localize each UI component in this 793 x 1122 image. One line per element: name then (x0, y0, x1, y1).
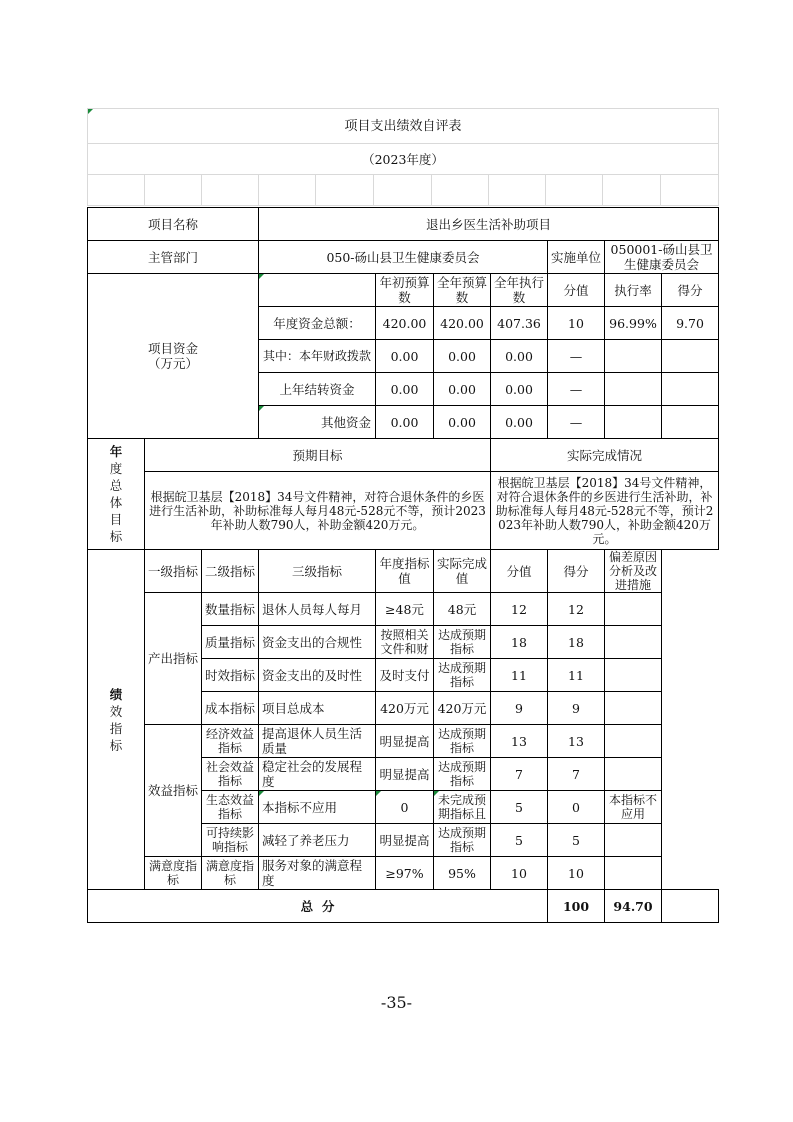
indicator-l3: 减轻了养老压力 (259, 824, 376, 857)
project-name-label: 项目名称 (88, 208, 259, 241)
indicator-l2: 生态效益指标 (202, 791, 259, 824)
indicator-l3: 服务对象的满意程度 (259, 857, 376, 890)
funds-cell: 10 (548, 307, 605, 340)
indicator-header: 年度指标值 (376, 550, 434, 593)
indicator-note: 本指标不应用 (605, 791, 662, 824)
indicator-actual: 420万元 (434, 692, 491, 725)
indicator-l3: 资金支出的及时性 (259, 659, 376, 692)
funds-header: 年初预算数 (376, 274, 434, 307)
funds-cell: 0.00 (491, 406, 548, 439)
goals-label-rest: 度 总 体 目 标 (109, 461, 123, 544)
indicator-value: 9 (491, 692, 548, 725)
funds-group-label (88, 274, 259, 439)
indicator-score: 10 (548, 857, 605, 890)
funds-cell: 0.00 (491, 340, 548, 373)
funds-cell: — (548, 406, 605, 439)
indicator-target: ≥97% (376, 857, 434, 890)
total-score: 94.70 (605, 890, 662, 923)
indicator-note (605, 857, 662, 890)
indicator-score: 18 (548, 626, 605, 659)
indicator-score: 7 (548, 758, 605, 791)
indicator-score: 0 (548, 791, 605, 824)
indicator-score: 13 (548, 725, 605, 758)
indicator-score: 12 (548, 593, 605, 626)
funds-cell: 0.00 (491, 373, 548, 406)
page-number: -35- (380, 993, 413, 1012)
indicator-value: 13 (491, 725, 548, 758)
indicator-target: 明显提高 (376, 824, 434, 857)
indicator-actual: 达成预期指标 (434, 725, 491, 758)
funds-label-line1: 项目资金 (147, 341, 198, 356)
dept-value: 050-砀山县卫生健康委员会 (259, 241, 548, 274)
indicator-l2: 时效指标 (202, 659, 259, 692)
form-title: 项目支出绩效自评表 (88, 109, 719, 144)
indicator-header: 二级指标 (202, 550, 259, 593)
funds-header: 全年预算数 (434, 274, 491, 307)
indicator-l3: 本指标不应用 (259, 791, 376, 824)
indicator-target: 明显提高 (376, 758, 434, 791)
indicators-label-rest: 效 指 标 (109, 703, 123, 753)
indicator-header: 实际完成值 (434, 550, 491, 593)
total-label: 总 分 (88, 890, 548, 923)
indicator-actual: 达成预期指标 (434, 758, 491, 791)
indicator-value: 10 (491, 857, 548, 890)
funds-cell (662, 373, 719, 406)
funds-cell: 9.70 (662, 307, 719, 340)
expected-goal-text: 根据皖卫基层【2018】34号文件精神，对符合退休条件的乡医进行生活补助，补助标准每人每月48元-528元不等，预计2023年补助人数790人，补助金额420万元。 (145, 472, 491, 550)
funds-cell: 0.00 (376, 406, 434, 439)
indicator-l2: 质量指标 (202, 626, 259, 659)
goals-label-char: 年 (109, 444, 123, 459)
indicator-value: 5 (491, 791, 548, 824)
funds-cell: 407.36 (491, 307, 548, 340)
grid-cell (316, 175, 374, 206)
indicator-actual: 达成预期指标 (434, 824, 491, 857)
impl-label: 实施单位 (548, 241, 605, 274)
funds-header: 全年执行数 (491, 274, 548, 307)
funds-cell (662, 340, 719, 373)
form-year: （2023年度） (88, 144, 719, 175)
indicator-l2: 社会效益指标 (202, 758, 259, 791)
indicator-value: 7 (491, 758, 548, 791)
indicator-l3: 资金支出的合规性 (259, 626, 376, 659)
funds-row-label: 年度资金总额： (259, 307, 376, 340)
indicator-l2: 满意度指标 (202, 857, 259, 890)
indicator-score: 5 (548, 824, 605, 857)
actual-goal-label: 实际完成情况 (491, 439, 719, 472)
indicator-header: 一级指标 (145, 550, 202, 593)
funds-row-label: 上年结转资金 (259, 373, 376, 406)
indicator-l3: 退休人员每人每月 (259, 593, 376, 626)
indicator-header: 三级指标 (259, 550, 376, 593)
grid-cell (432, 175, 489, 206)
indicator-actual: 未完成预期指标且 (434, 791, 491, 824)
dept-label: 主管部门 (88, 241, 259, 274)
funds-cell: 420.00 (376, 307, 434, 340)
funds-cell (605, 373, 662, 406)
title-grid (87, 108, 719, 206)
funds-cell: 0.00 (434, 373, 491, 406)
indicator-score: 9 (548, 692, 605, 725)
indicator-target: 420万元 (376, 692, 434, 725)
indicator-l3: 提高退休人员生活质量 (259, 725, 376, 758)
project-name: 退出乡医生活补助项目 (259, 208, 719, 241)
indicator-note (605, 824, 662, 857)
funds-cell: — (548, 340, 605, 373)
funds-cell (662, 406, 719, 439)
total-value: 100 (548, 890, 605, 923)
indicators-label-char: 绩 (109, 686, 123, 702)
funds-header: 执行率 (605, 274, 662, 307)
evaluation-table (87, 207, 719, 923)
indicator-target: 及时支付 (376, 659, 434, 692)
grid-cell (259, 175, 316, 206)
level1-output: 产出指标 (145, 593, 202, 725)
funds-header: 得分 (662, 274, 719, 307)
funds-row-label: 其中：本年财政拨款 (259, 340, 376, 373)
funds-label-line2: （万元） (147, 356, 198, 371)
funds-header-blank (259, 274, 376, 307)
indicator-l2: 数量指标 (202, 593, 259, 626)
total-blank (662, 890, 719, 923)
funds-cell: 420.00 (434, 307, 491, 340)
indicator-actual: 达成预期指标 (434, 626, 491, 659)
indicator-actual: 95% (434, 857, 491, 890)
indicator-target: ≥48元 (376, 593, 434, 626)
funds-row-label: 其他资金 (259, 406, 376, 439)
funds-cell: 96.99% (605, 307, 662, 340)
indicator-note (605, 626, 662, 659)
funds-cell (605, 406, 662, 439)
indicator-value: 12 (491, 593, 548, 626)
funds-cell: 0.00 (434, 406, 491, 439)
indicator-header: 得分 (548, 550, 605, 593)
indicators-section-label (88, 550, 145, 890)
funds-cell: 0.00 (376, 373, 434, 406)
indicator-l2: 经济效益指标 (202, 725, 259, 758)
indicator-header: 偏差原因分析及改进措施 (605, 550, 662, 593)
indicator-target: 明显提高 (376, 725, 434, 758)
impl-value: 050001-砀山县卫生健康委员会 (605, 241, 719, 274)
funds-cell: — (548, 373, 605, 406)
indicator-l2: 成本指标 (202, 692, 259, 725)
indicator-note (605, 725, 662, 758)
indicator-actual: 48元 (434, 593, 491, 626)
grid-cell (88, 175, 145, 206)
grid-cell (661, 175, 719, 206)
indicator-target: 按照相关文件和财 (376, 626, 434, 659)
goals-section-label (88, 439, 145, 550)
indicator-value: 11 (491, 659, 548, 692)
funds-cell: 0.00 (376, 340, 434, 373)
indicator-score: 11 (548, 659, 605, 692)
indicator-l2: 可持续影响指标 (202, 824, 259, 857)
funds-cell (605, 340, 662, 373)
actual-goal-text: 根据皖卫基层【2018】34号文件精神，对符合退休条件的乡医进行生活补助，补助标准每人每月48元-528元不等，预计2023年补助人数790人，补助金额420万元。 (491, 472, 719, 550)
funds-cell: 0.00 (434, 340, 491, 373)
grid-cell (546, 175, 603, 206)
indicator-target: 0 (376, 791, 434, 824)
grid-cell (374, 175, 432, 206)
level1-satisfaction: 满意度指标 (145, 857, 202, 890)
indicator-l3: 稳定社会的发展程度 (259, 758, 376, 791)
indicator-l3: 项目总成本 (259, 692, 376, 725)
indicator-note (605, 593, 662, 626)
grid-cell (489, 175, 546, 206)
indicator-note (605, 659, 662, 692)
indicator-value: 18 (491, 626, 548, 659)
indicator-note (605, 692, 662, 725)
grid-cell (603, 175, 661, 206)
indicator-note (605, 758, 662, 791)
indicator-header: 分值 (491, 550, 548, 593)
indicator-actual: 达成预期指标 (434, 659, 491, 692)
funds-header: 分值 (548, 274, 605, 307)
indicator-value: 5 (491, 824, 548, 857)
grid-cell (202, 175, 259, 206)
grid-cell (145, 175, 202, 206)
level1-benefit: 效益指标 (145, 725, 202, 857)
expected-goal-label: 预期目标 (145, 439, 491, 472)
